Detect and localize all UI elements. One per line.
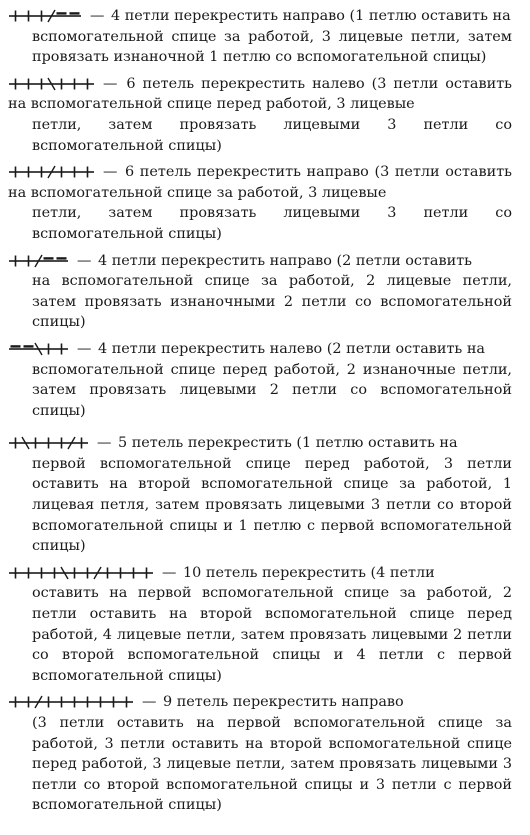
purl-stitch-icon bbox=[9, 346, 22, 349]
knit-stitch-icon bbox=[22, 11, 35, 22]
legend-entry-1 bbox=[8, 6, 512, 68]
knit-stitch-icon bbox=[9, 167, 22, 178]
legend-entry-4 bbox=[8, 251, 512, 333]
knit-stitch-icon bbox=[81, 78, 94, 89]
dash: — bbox=[142, 694, 157, 711]
entry-description-rest: (3 петли оставить на первой вспомогательной спице за работой, 3 петли оставить на второй вспомогательной спице перед работой, 3 лицевые петли, затем провязать лицевыми 3 петли со второй вспомогательной спицы и 3 петли с первой вспомогательной спицы) bbox=[32, 715, 512, 814]
entry-description-start: 5 петель перекрестить (1 петлю оставить на bbox=[117, 435, 458, 452]
knit-stitch-icon bbox=[35, 167, 48, 178]
cable-symbol-drawing bbox=[8, 342, 69, 356]
knit-stitch-icon bbox=[94, 697, 107, 708]
legend-entry-2 bbox=[8, 74, 512, 156]
knit-stitch-icon bbox=[22, 697, 35, 708]
dash: — bbox=[97, 435, 112, 452]
dash: — bbox=[77, 340, 92, 357]
knit-stitch-icon bbox=[22, 255, 35, 266]
knit-stitch-icon bbox=[81, 567, 94, 578]
knit-stitch-icon bbox=[29, 438, 42, 449]
purl-stitch-icon bbox=[42, 258, 55, 261]
entry-description-start: 6 петель перекрестить направо (3 петли оставить на вспомогательной спице за работой, 3 лицевые bbox=[8, 164, 513, 201]
purl-stitch-icon bbox=[55, 13, 68, 16]
entry-description-rest: петли, затем провязать лицевыми 3 петли со вспомогательной спицы) bbox=[32, 116, 512, 154]
knit-stitch-icon bbox=[42, 343, 55, 354]
legend-entry-5 bbox=[8, 339, 512, 421]
knit-stitch-icon bbox=[114, 567, 127, 578]
knitting-symbol-legend bbox=[8, 6, 512, 822]
knit-stitch-icon bbox=[120, 697, 133, 708]
knit-stitch-icon bbox=[68, 78, 81, 89]
entry-description-start: 4 петли перекрестить направо (1 петлю оставить на bbox=[110, 8, 511, 24]
knit-stitch-icon bbox=[42, 438, 55, 449]
entry-description-start: 4 петли перекрестить направо (2 петли оставить bbox=[97, 252, 472, 269]
knit-stitch-icon bbox=[35, 78, 48, 89]
knit-stitch-icon bbox=[9, 567, 22, 578]
knit-stitch-icon bbox=[55, 167, 68, 178]
knit-stitch-icon bbox=[140, 567, 153, 578]
dash: — bbox=[77, 252, 92, 269]
cable-symbol-icon bbox=[8, 254, 69, 268]
entry-description-start: 6 петель перекрестить налево (3 петли оставить на вспомогательной спице перед работой, 3 лицевые bbox=[8, 75, 512, 113]
knit-stitch-icon bbox=[68, 567, 81, 578]
entry-description-start: 9 петель перекрестить направо bbox=[162, 694, 404, 711]
knit-stitch-icon bbox=[68, 697, 81, 708]
dash: — bbox=[90, 8, 105, 24]
knit-stitch-icon bbox=[22, 78, 35, 89]
entry-description-start: 4 петли перекрестить налево (2 петли оставить на bbox=[97, 340, 486, 357]
cable-symbol-drawing bbox=[8, 9, 82, 23]
knit-stitch-icon bbox=[9, 78, 22, 89]
cable-symbol-icon bbox=[8, 695, 134, 709]
knit-stitch-icon bbox=[42, 697, 55, 708]
knit-stitch-icon bbox=[68, 167, 81, 178]
cable-symbol-drawing bbox=[8, 254, 69, 268]
entry-description-rest: вспомогательной спице за работой, 3 лицевые петли, затем провязать изнаночной 1 петлю со вспомогательной спицы) bbox=[32, 28, 512, 66]
purl-stitch-icon bbox=[55, 258, 68, 261]
knit-stitch-icon bbox=[107, 697, 120, 708]
dash: — bbox=[103, 75, 118, 92]
entry-description-rest: петли, затем провязать лицевыми 3 петли со вспомогательной спицы) bbox=[32, 205, 512, 242]
entry-description-rest: вспомогательной спице перед работой, 2 изнаночные петли, затем провязать лицевыми 2 петли со вспомогательной спицы) bbox=[32, 361, 512, 419]
knit-stitch-icon bbox=[101, 567, 114, 578]
cable-symbol-icon bbox=[8, 9, 82, 23]
legend-entry-6 bbox=[8, 433, 512, 557]
knit-stitch-icon bbox=[9, 438, 22, 449]
legend-entry-3 bbox=[8, 162, 512, 244]
knit-stitch-icon bbox=[9, 255, 22, 266]
entry-description-start: 10 петель перекрестить (4 петли bbox=[182, 564, 435, 581]
knit-stitch-icon bbox=[22, 167, 35, 178]
knit-stitch-icon bbox=[55, 438, 68, 449]
cable-symbol-drawing bbox=[8, 165, 95, 179]
knit-stitch-icon bbox=[9, 697, 22, 708]
entry-description-rest: оставить на первой вспомогательной спице за работой, 2 петли оставить на второй вспомогательной спице перед работой, 4 лицевые петли, затем провязать лицевыми 2 петли со второй вспомогательной спицы и 4 петли с первой вспомогательной спицы) bbox=[32, 585, 512, 684]
cable-symbol-icon bbox=[8, 77, 95, 91]
entry-description-rest: первой вспомогательной спице перед работой, 3 петли оставить на второй вспомогательной спице за работой, 1 лицевая петля, затем провязать лицевыми 3 петли со второй вспомогательной спицы и 1 петлю с первой вспомогательной спицы) bbox=[32, 455, 512, 555]
knit-stitch-icon bbox=[127, 567, 140, 578]
cable-symbol-drawing bbox=[8, 566, 154, 580]
knit-stitch-icon bbox=[35, 11, 48, 22]
dash: — bbox=[103, 164, 118, 181]
knit-stitch-icon bbox=[48, 567, 61, 578]
purl-stitch-icon bbox=[22, 346, 35, 349]
knit-stitch-icon bbox=[9, 11, 22, 22]
cable-symbol-drawing bbox=[8, 695, 134, 709]
knit-stitch-icon bbox=[35, 567, 48, 578]
dash: — bbox=[162, 564, 177, 581]
cable-symbol-icon bbox=[8, 342, 69, 356]
knit-stitch-icon bbox=[55, 343, 68, 354]
purl-stitch-icon bbox=[68, 13, 81, 16]
knit-stitch-icon bbox=[81, 697, 94, 708]
knit-stitch-icon bbox=[81, 167, 94, 178]
knit-stitch-icon bbox=[75, 438, 88, 449]
cable-symbol-icon bbox=[8, 436, 89, 450]
cable-symbol-icon bbox=[8, 566, 154, 580]
entry-description-rest: на вспомогательной спице за работой, 2 лицевые петли, затем провязать изнаночными 2 петли со вспомогательной спицы) bbox=[32, 273, 512, 331]
legend-entry-7 bbox=[8, 563, 512, 687]
cable-symbol-icon bbox=[8, 165, 95, 179]
cable-symbol-drawing bbox=[8, 77, 95, 91]
knit-stitch-icon bbox=[55, 78, 68, 89]
knit-stitch-icon bbox=[22, 567, 35, 578]
legend-entry-8 bbox=[8, 692, 512, 816]
knit-stitch-icon bbox=[55, 697, 68, 708]
cable-symbol-drawing bbox=[8, 436, 89, 450]
